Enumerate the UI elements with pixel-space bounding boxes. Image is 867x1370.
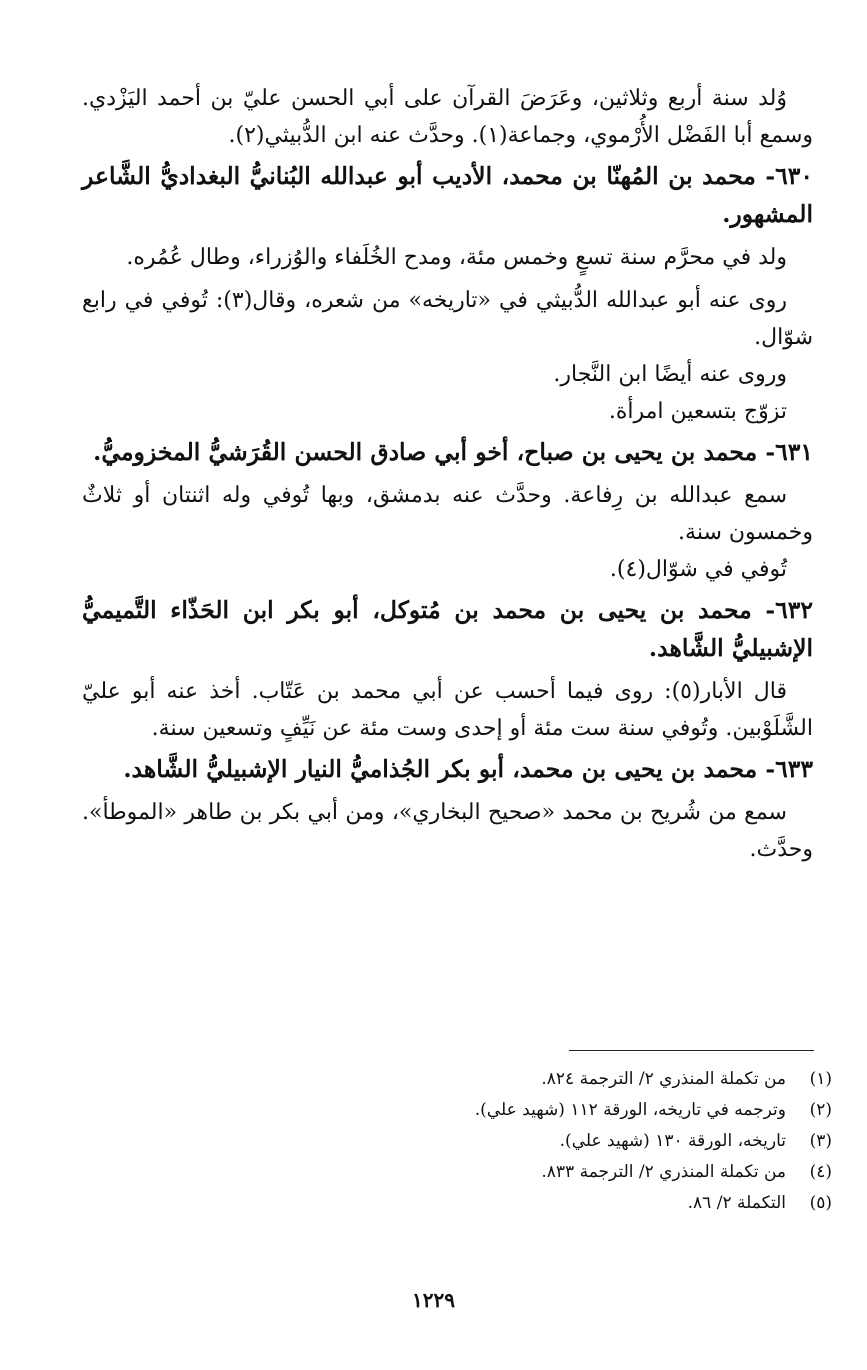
entry-632-paragraph-1: قال الأبار(٥): روى فيما أحسب عن أبي محمد بن عَتّاب. أخذ عنه أبو عليّ الشَّلَوْبين. وتُوفي سنة ست مئة أو إحدى وست مئة عن نَيِّفٍ وتسعين سنة. <box>82 679 813 741</box>
footnote-1 <box>82 1064 832 1095</box>
footnote-number: (٤) <box>809 1162 832 1182</box>
entry-630-paragraph-2: روى عنه أبو عبدالله الدُّبيثي في «تاريخه» من شعره، وقال(٣): تُوفي في رابع شوّال. <box>82 288 813 350</box>
entry-633-paragraph-1: سمع من شُريح بن محمد «صحيح البخاري»، ومن أبي بكر بن طاهر «الموطأ». وحدَّث. <box>82 800 813 862</box>
footnote-text: التكملة ٢/ ٨٦. <box>687 1193 786 1213</box>
entry-631-paragraph-2: تُوفي في شوّال(٤). <box>609 557 787 582</box>
intro-paragraph: وُلد سنة أربع وثلاثين، وعَرَضَ القرآن على أبي الحسن عليّ بن أحمد اليَزْدي. وسمع أبا الفَضْل الأُرْموي، وجماعة(١). وحدَّث عنه ابن الدُّبيثي(٢). <box>82 86 813 148</box>
page-body <box>82 80 813 868</box>
entry-632-heading: ٦٣٢- محمد بن يحيى بن محمد بن مُتوكل، أبو بكر ابن الحَذّاء التَّميميُّ الإشبيليُّ الشَّاهد. <box>82 596 813 662</box>
footnote-number: (٥) <box>809 1193 832 1213</box>
footnote-5 <box>82 1188 832 1219</box>
entry-633-heading: ٦٣٣- محمد بن يحيى بن محمد، أبو بكر الجُذاميُّ النيار الإشبيليُّ الشَّاهد. <box>123 755 813 783</box>
footnote-2 <box>82 1095 832 1126</box>
footnote-text: تاريخه، الورقة ١٣٠ (شهيد علي). <box>559 1131 786 1151</box>
entry-631-paragraph-1: سمع عبدالله بن رِفاعة. وحدَّث عنه بدمشق، وبها تُوفي وله اثنتان أو ثلاثٌ وخمسون سنة. <box>82 483 813 545</box>
footnote-text: من تكملة المنذري ٢/ الترجمة ٨٢٤. <box>541 1069 786 1089</box>
entry-630-paragraph-4: تزوّج بتسعين امرأة. <box>608 399 787 424</box>
entry-630-paragraph-1: ولد في محرَّم سنة تسعٍ وخمس مئة، ومدح الخُلَفاء والوُزراء، وطال عُمُره. <box>126 245 787 270</box>
footnote-number: (٢) <box>809 1100 832 1120</box>
footnote-4 <box>82 1157 832 1188</box>
footnote-number: (٣) <box>809 1131 832 1151</box>
footnotes <box>82 1064 832 1219</box>
footnote-text: وترجمه في تاريخه، الورقة ١١٢ (شهيد علي). <box>474 1100 786 1120</box>
entry-630-paragraph-3: وروى عنه أيضًا ابن النَّجار. <box>553 362 787 387</box>
footnote-text: من تكملة المنذري ٢/ الترجمة ٨٣٣. <box>541 1162 786 1182</box>
entry-631-heading: ٦٣١- محمد بن يحيى بن صباح، أخو أبي صادق الحسن القُرَشيُّ المخزوميُّ. <box>93 438 813 466</box>
footnote-3 <box>82 1126 832 1157</box>
page-number: ١٢٢٩ <box>412 1288 455 1312</box>
footnote-divider <box>569 1050 814 1051</box>
footnote-number: (١) <box>809 1069 832 1089</box>
entry-630-heading: ٦٣٠- محمد بن المُهنّا بن محمد، الأديب أبو عبدالله البُنانيُّ البغداديُّ الشَّاعر المشهور. <box>82 162 813 228</box>
